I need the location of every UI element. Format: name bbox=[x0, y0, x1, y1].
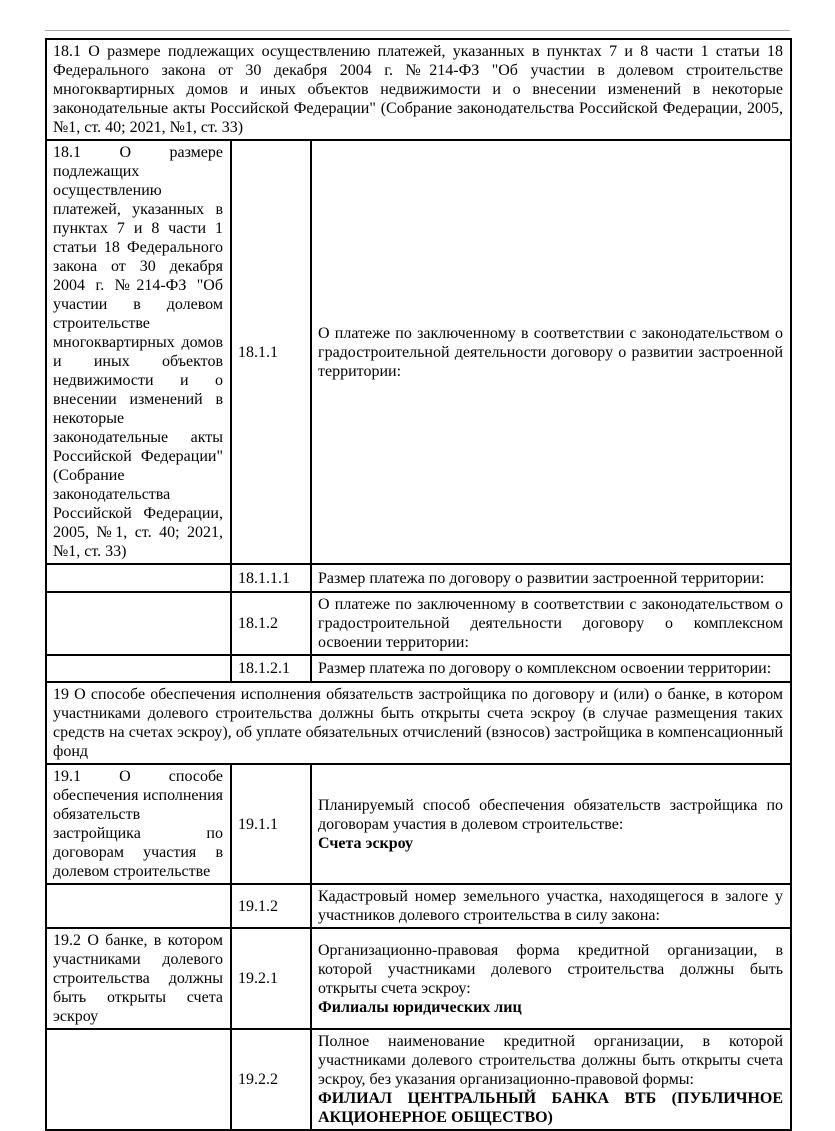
table-row bbox=[46, 564, 791, 592]
item-label: О платеже по заключенному в соответствии с законодательством о градостроительной деятельности договору о комплексном освоении территории: bbox=[318, 596, 784, 651]
declaration-table bbox=[45, 38, 792, 1131]
item-number-19-1-1: 19.1.1 bbox=[231, 764, 311, 884]
item-content-19-2-1 bbox=[311, 928, 791, 1029]
previous-table-bottom-rule bbox=[45, 30, 790, 31]
table-row bbox=[46, 884, 791, 928]
item-content-19-1-2 bbox=[311, 884, 791, 928]
item-label: Кадастровый номер земельного участка, находящегося в залоге у участников долевого строительства в силу закона: bbox=[318, 888, 784, 924]
item-number-18-1-2-1: 18.1.2.1 bbox=[231, 655, 311, 682]
item-label: Планируемый способ обеспечения обязательств застройщика по договорам участия в долевом строительстве: bbox=[318, 796, 784, 833]
item-content-18-1-1-1 bbox=[311, 564, 791, 592]
item-content-18-1-1 bbox=[311, 140, 791, 564]
item-content-19-1-1 bbox=[311, 764, 791, 884]
item-content-18-1-2 bbox=[311, 592, 791, 655]
section-18-1-header: 18.1 О размере подлежащих осуществлению платежей, указанных в пунктах 7 и 8 части 1 статьи 18 Федерального закона от 30 декабря 2004 г. №214-ФЗ "Об участии в долевом строительстве многоквартирных домов и иных объектов недвижимости и о внесении изменений в некоторые законодательные акты Российской Федерации" (Собрание законодательства Российской Федерации, 2005, №1, ст. 40; 2021, №1, ст. 33) bbox=[46, 39, 791, 140]
item-number-19-2-2: 19.2.2 bbox=[231, 1029, 311, 1130]
left-cell-empty bbox=[46, 655, 231, 682]
item-content-19-2-2 bbox=[311, 1029, 791, 1130]
section-19-header: 19 О способе обеспечения исполнения обязательств застройщика по договору и (или) о банке, в котором участниками долевого строительства должны быть открыты счета эскроу (в случае размещения таких средств на счетах эскроу), об уплате обязательных отчислений (взносов) застройщика в компенсационный фонд bbox=[46, 682, 791, 764]
item-label: Размер платежа по договору о развитии застроенной территории: bbox=[318, 569, 765, 587]
item-number-18-1-2: 18.1.2 bbox=[231, 592, 311, 655]
item-label: Полное наименование кредитной организации, в которой участниками долевого строительства должны быть открыты счета эскроу, без указания организационно-правовой формы: bbox=[318, 1033, 784, 1088]
left-cell-empty bbox=[46, 564, 231, 592]
table-row bbox=[46, 928, 791, 1029]
item-content-18-1-2-1 bbox=[311, 655, 791, 682]
left-cell-empty bbox=[46, 884, 231, 928]
table-row bbox=[46, 592, 791, 655]
left-cell-19-2: 19.2 О банке, в котором участниками долевого строительства должны быть открыты счета эскроу bbox=[46, 928, 231, 1029]
item-number-18-1-1: 18.1.1 bbox=[231, 140, 311, 564]
table-row bbox=[46, 140, 791, 564]
left-cell-18-1: 18.1 О размере подлежащих осуществлению платежей, указанных в пунктах 7 и 8 части 1 статьи 18 Федерального закона от 30 декабря 2004 г. №214-ФЗ "Об участии в долевом строительстве многоквартирных домов и иных объектов недвижимости и о внесении изменений в некоторые законодательные акты Российской Федерации" (Собрание законодательства Российской Федерации, 2005, №1, ст. 40; 2021, №1, ст. 33) bbox=[46, 140, 231, 564]
table-row bbox=[46, 1029, 791, 1130]
left-cell-19-1: 19.1 О способе обеспечения исполнения обязательств застройщика по договорам участия в долевом строительстве bbox=[46, 764, 231, 884]
table-row bbox=[46, 655, 791, 682]
table-row bbox=[46, 764, 791, 884]
item-number-18-1-1-1: 18.1.1.1 bbox=[231, 564, 311, 592]
table-row bbox=[46, 39, 791, 140]
item-value: ФИЛИАЛ ЦЕНТРАЛЬНЫЙ БАНКА ВТБ (ПУБЛИЧНОЕ АКЦИОНЕРНОЕ ОБЩЕСТВО) bbox=[318, 1090, 784, 1126]
item-label: Организационно-правовая форма кредитной организации, в которой участниками долевого строительства должны быть открыты счета эскроу: bbox=[318, 941, 784, 997]
table-row bbox=[46, 682, 791, 764]
item-label: О платеже по заключенному в соответствии с законодательством о градостроительной деятельности договору о развитии застроенной территории: bbox=[318, 324, 784, 380]
item-number-19-1-2: 19.1.2 bbox=[231, 884, 311, 928]
item-value: Счета эскроу bbox=[318, 834, 414, 852]
item-value: Филиалы юридических лиц bbox=[318, 998, 522, 1016]
left-cell-empty bbox=[46, 592, 231, 655]
item-number-19-2-1: 19.2.1 bbox=[231, 928, 311, 1029]
item-label: Размер платежа по договору о комплексном освоении территории: bbox=[318, 660, 772, 677]
left-cell-empty bbox=[46, 1029, 231, 1130]
